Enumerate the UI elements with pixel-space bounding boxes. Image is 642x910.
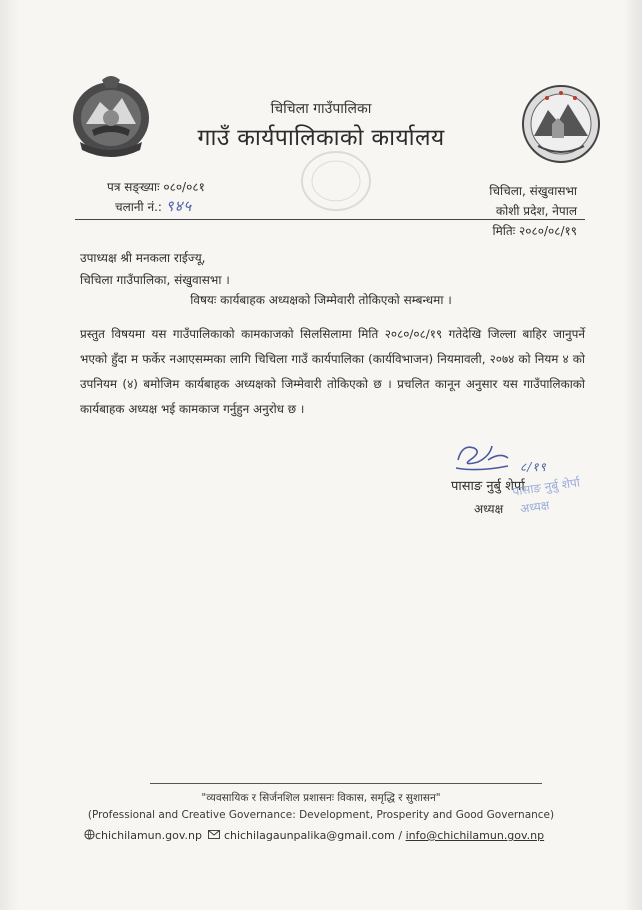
signature-stamp-name: पासाङ नुर्बु शेर्पा <box>511 475 581 499</box>
faint-office-stamp-icon <box>300 150 372 212</box>
info-email-link[interactable]: info@chichilamun.gov.np <box>405 829 545 842</box>
handwritten-signature-icon <box>448 438 528 480</box>
globe-icon <box>84 829 95 840</box>
mail-icon <box>208 830 220 839</box>
municipality-name: चिचिला गाउँपालिका <box>270 101 372 117</box>
footer-divider <box>150 783 542 784</box>
contact-separator: / <box>398 829 403 842</box>
office-title: गाउँ कार्यपालिकाको कार्यालय <box>197 125 445 151</box>
footer-contact-line <box>84 829 544 842</box>
addressee-line-1: उपाध्यक्ष श्री मनकला राईज्यू, <box>80 251 206 265</box>
dispatch-label: चलानी नं.: <box>115 200 162 214</box>
signature-date-handwritten: ८/१९ <box>520 460 547 474</box>
place-line: चिचिला, संखुवासभा <box>489 184 577 198</box>
header-divider <box>75 219 585 220</box>
letter-body: प्रस्तुत विषयमा यस गाउँपालिकाको कामकाजको सिलसिलामा मिति २०८०/०८/१९ गतेदेखि जिल्ला बाहिर जानुपर्ने भएको हुँदा म फर्केर नआएसम्मका लागि चिचिला गाउँ कार्यपालिका (कार्यविभाजन) नियमावली, २०७४ को नियम ४ को उपनियम (४) बमोजिम कार्यबाहक अध्यक्षको जिम्मेवारी तोकिएको छ । प्रचलित कानून अनुसार यस गाउँपालिकाको कार्यबाहक अध्यक्ष भई कामकाज गर्नुहुन अनुरोध छ । <box>80 327 585 416</box>
signatory-title: अध्यक्ष <box>474 502 504 516</box>
letter-date: मितिः २०८०/०८/१९ <box>492 224 577 238</box>
email-link[interactable]: chichilagaunpalika@gmail.com <box>223 829 395 842</box>
addressee-line-2: चिचिला गाउँपालिका, संखुवासभा । <box>80 273 230 287</box>
signatory-name: पासाङ नुर्बु शेर्पा <box>451 479 525 494</box>
website-link[interactable]: chichilamun.gov.np <box>95 829 202 842</box>
dispatch-number-handwritten: ९४५ <box>165 197 193 215</box>
reference-number: पत्र सङ्ख्याः ०८०/०८१ <box>107 180 205 194</box>
signature-stamp-title: अध्यक्ष <box>519 498 551 516</box>
letter-subject: विषयः कार्यबाहक अध्यक्षको जिम्मेवारी तोकिएको सम्बन्धमा । <box>190 293 452 307</box>
province-line: कोशी प्रदेश, नेपाल <box>495 204 577 218</box>
footer-slogan-nepali: "व्यवसायिक र सिर्जनशिल प्रशासनः विकास, समृद्धि र सुशासन" <box>201 792 441 804</box>
dispatch-number-row <box>115 196 192 216</box>
footer-slogan-english: (Professional and Creative Governance: Development, Prosperity and Good Governance) <box>87 809 555 821</box>
